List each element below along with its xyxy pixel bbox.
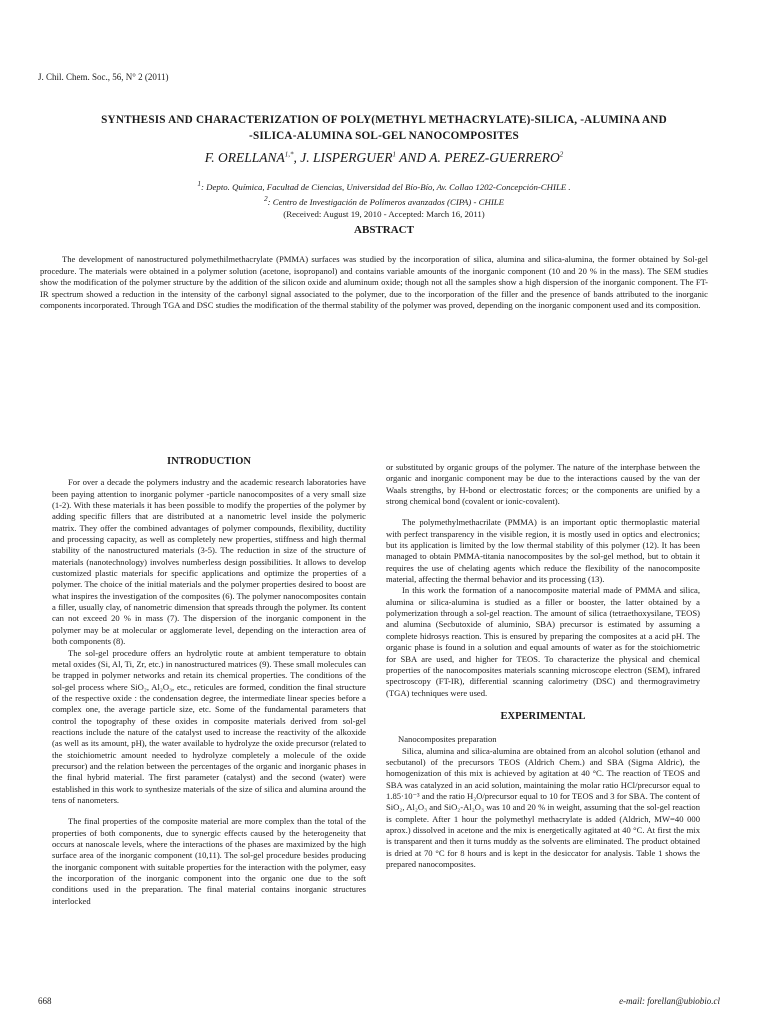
author-3: AND A. PEREZ-GUERRERO xyxy=(396,150,560,165)
received-dates: (Received: August 19, 2010 - Accepted: March 16, 2011) xyxy=(283,208,485,219)
affiliations xyxy=(40,178,728,220)
affiliation-1-sup: 1 xyxy=(197,179,202,188)
experimental-heading: EXPERIMENTAL xyxy=(500,710,586,722)
author-list xyxy=(40,150,728,166)
affiliation-2-text: : Centro de Investigación de Polímeros avanzados (CIPA) - CHILE xyxy=(267,196,505,207)
author-1: F. ORELLANA xyxy=(204,150,285,165)
abstract-text: The development of nanostructured polymethilmethacrylate (PMMA) surfaces was studied by the incorporation of silica, alumina and silica-alumina, the former obtained by Sol-gel procedure. The materials were obtained in a polymer solution (acetone, isopropanol) and contains variable amounts of the inorganic component (10 and 20 % in the mass). The SEM studies show the modification of the polymer structure by the addition of the silicon oxide and aluminum oxide; though not all the samples show a high dispersion of the inorganic component. The FT-IR spectrum showed a reduction in the intensity of the carbonyl signal associated to the polymer, due to the incorporation of the filler and the presence of bands attributed to the inorganic components incorporated. Through TGA and DSC studies the modification of the thermal stability of the polymer was proved, depending on the inorganic component used and its composition. xyxy=(40,254,708,311)
author-2-sup: 1 xyxy=(392,150,396,159)
right-paragraph-1: or substituted by organic groups of the polymer. The nature of the interphase between the organic and inorganic component may be due to the interactions caused by the van der Waals strengths, by H-bond or electrostatic forces; or the components are unified by a strong chemical bond (covalent or ionic-covalent). xyxy=(386,462,700,507)
page-number: 668 xyxy=(38,996,52,1006)
paper-title xyxy=(40,112,728,144)
contact-email: e-mail: forellan@ubiobio.cl xyxy=(619,996,720,1006)
intro-paragraph-3: The final properties of the composite material are more complex than the total of the properties of both components, due to synergic effects caused by the heterogeneity that occurs at nanoscale levels, where the interactions of the phases are maximized by the high surface area of the inorganic component (10,11). The sol-gel procedure besides producing the inorganic component with suitable properties for the interaction with the polymer, easy the incorporation of the inorganic component into the organic one due to the soft conditions used in the preparation. The final material contains inorganic structures interlocked xyxy=(52,816,366,906)
affiliation-2 xyxy=(40,193,728,208)
intro-paragraph-2: The sol-gel procedure offers an hydrolytic route at ambient temperature to obtain metal oxides (Si, Al, Ti, Zr, etc.) in nanostructured matrices (9). These small molecules can be trapped in polymer networks and retain its chemical properties. The conditions of the sol-gel process where SiO₂, Al₂O₃, etc., reticules are formed, condition the final structure of the respective oxide : the condensation degree, the intermediate linear species before a complex one, the average particle size, etc. Some of the fundamental parameters that control the topography of these oxides in composite materials derived from sol-gel reactions include the nature of the catalyst used to increase the reactivity of the alkoxide (as well as its amount, pH), the water available to hydrolyze the oxide precursor (related to the stoichiometric amount needed to hydrolyze completely a molecule of the oxide precursor) and the relation between the percentages of the organic and inorganic phases in the final hybrid material. The first parameter (catalyst) and the second (water) were established in this work to synthesize materials of the size of silica and alumina around the tens of nanometers. xyxy=(52,647,366,805)
author-3-sup: 2 xyxy=(559,150,564,159)
intro-paragraph-1: For over a decade the polymers industry and the academic research laboratories have been paying attention to inorganic polymer -particle nanocomposites of a very small size (1-2). With these materials it has been possible to modify the properties of the polymer by adding specific fillers that are distributed at a nanometric level inside the polymeric matrix. They offer the combined advantages of polymer compounds, flexibility, ductility and processing capacity, as well as completely new properties, stiffness and high thermal stability of the nanostructured materials (3-5). The reduction in size of the structure of materials (nanotechnology) involves numberless design possibilities. It allows to develop customized plastic materials for specific applications and optimize the properties of a polymer. The choice of the initial materials and the polymer properties desired to boost are what inspires the investigation of the composites (6). The polymer nanocomposites contain a filler, usually clay, of nanometric dimension that spreads through the polymer. Its content can not exceed 20 % in mass (7). The dispersion of the inorganic component in the polymer may be at molecular or agglomerate level, depending on the interaction area of both components (8). xyxy=(52,477,366,647)
author-1-sup: 1,* xyxy=(284,150,294,159)
affiliation-1 xyxy=(40,178,728,193)
subsection-heading: Nanocomposites preparation xyxy=(398,734,497,745)
affiliation-1-text: : Depto. Química, Facultad de Ciencias, Universidad del Bío-Bío, Av. Collao 1202-Concepción-CHILE . xyxy=(201,181,571,192)
journal-citation: J. Chil. Chem. Soc., 56, N° 2 (2011) xyxy=(38,72,169,82)
right-paragraph-2: The polymethylmethacrilate (PMMA) is an important optic thermoplastic material with perfect transparency in the visible region, it is mostly used in optics and electronics; but its application is limited by the low thermal stability of this polymer (12). It has been managed to obtain PMMA-titania nanocomposites by the sol-gel method, but to obtain it requires the use of chelating agents which reduce the flexibility of the nanocomposite material, affecting the thermal behavior and its processing (13). xyxy=(386,517,700,585)
right-column xyxy=(386,462,700,870)
author-2: , J. LISPERGUER xyxy=(293,150,393,165)
left-column xyxy=(52,456,366,907)
abstract-heading: ABSTRACT xyxy=(354,224,414,236)
affiliation-2-sup: 2 xyxy=(263,193,268,203)
experimental-paragraph-1: Silica, alumina and silica-alumina are obtained from an alcohol solution (ethanol and secbutanol) of the precursors TEOS (Aldrich Chem.) and SBA (Sigma Aldric), the homogenization of this mix is achieved by agitation at 40 °C. The reaction of TEOS and SBA was catalyzed in an acid solution, maintaining the molar ratio HCl/precursor equal to 1.85·10⁻³ and the ratio H₂O/precursor equal to 10 for TEOS and 3 for SBA. The content of SiO₂, Al₂O₃ and SiO₂-Al₂O₃ was 10 and 20 % in weight, assuming that the sol-gel reaction is complete. After 1 hour the polymethyl methacrylate is added (Aldrich, MW=40 000 aprox.) dissolved in acetone and the mix is energetically agitated at 40 °C. At first the mix is transparent and then it turns muddy as the solvents are eliminated. The product obtained is dried at 70 °C for 8 hours and is kept in the desiccator for analysis. Table 1 shows the prepared nanocomposites. xyxy=(386,745,700,869)
title-line-2: -SILICA-ALUMINA SOL-GEL NANOCOMPOSITES xyxy=(249,130,519,142)
introduction-heading: INTRODUCTION xyxy=(166,456,251,467)
right-paragraph-3: In this work the formation of a nanocomposite material made of PMMA and silica, alumina or silica-alumina is studied as a filler or booster, the latter obtained by a polymerization through a sol-gel reaction. The amount of silica (tetraethoxysilane, TEOS) and alumina (Secbutoxide of aluminio, SBA) precursor is estimated by assuming a complete hidrosys reaction. This is ensured by preparing the composites at a acid pH. The organic phase is found in a solution and equal amounts of water as for the stoichiometric for SBA are used, and higher for TEOS. To characterize the physical and chemical properties of the nanocomposites materials scanning microscope electron (SEM), infrared spectroscopy (FT-IR), differential scanning calorimetry (DSC) and thermogravimetry (TGA) techniques were used. xyxy=(386,585,700,698)
title-line-1: SYNTHESIS AND CHARACTERIZATION OF POLY(METHYL METHACRYLATE)-SILICA, -ALUMINA AND xyxy=(101,114,667,126)
